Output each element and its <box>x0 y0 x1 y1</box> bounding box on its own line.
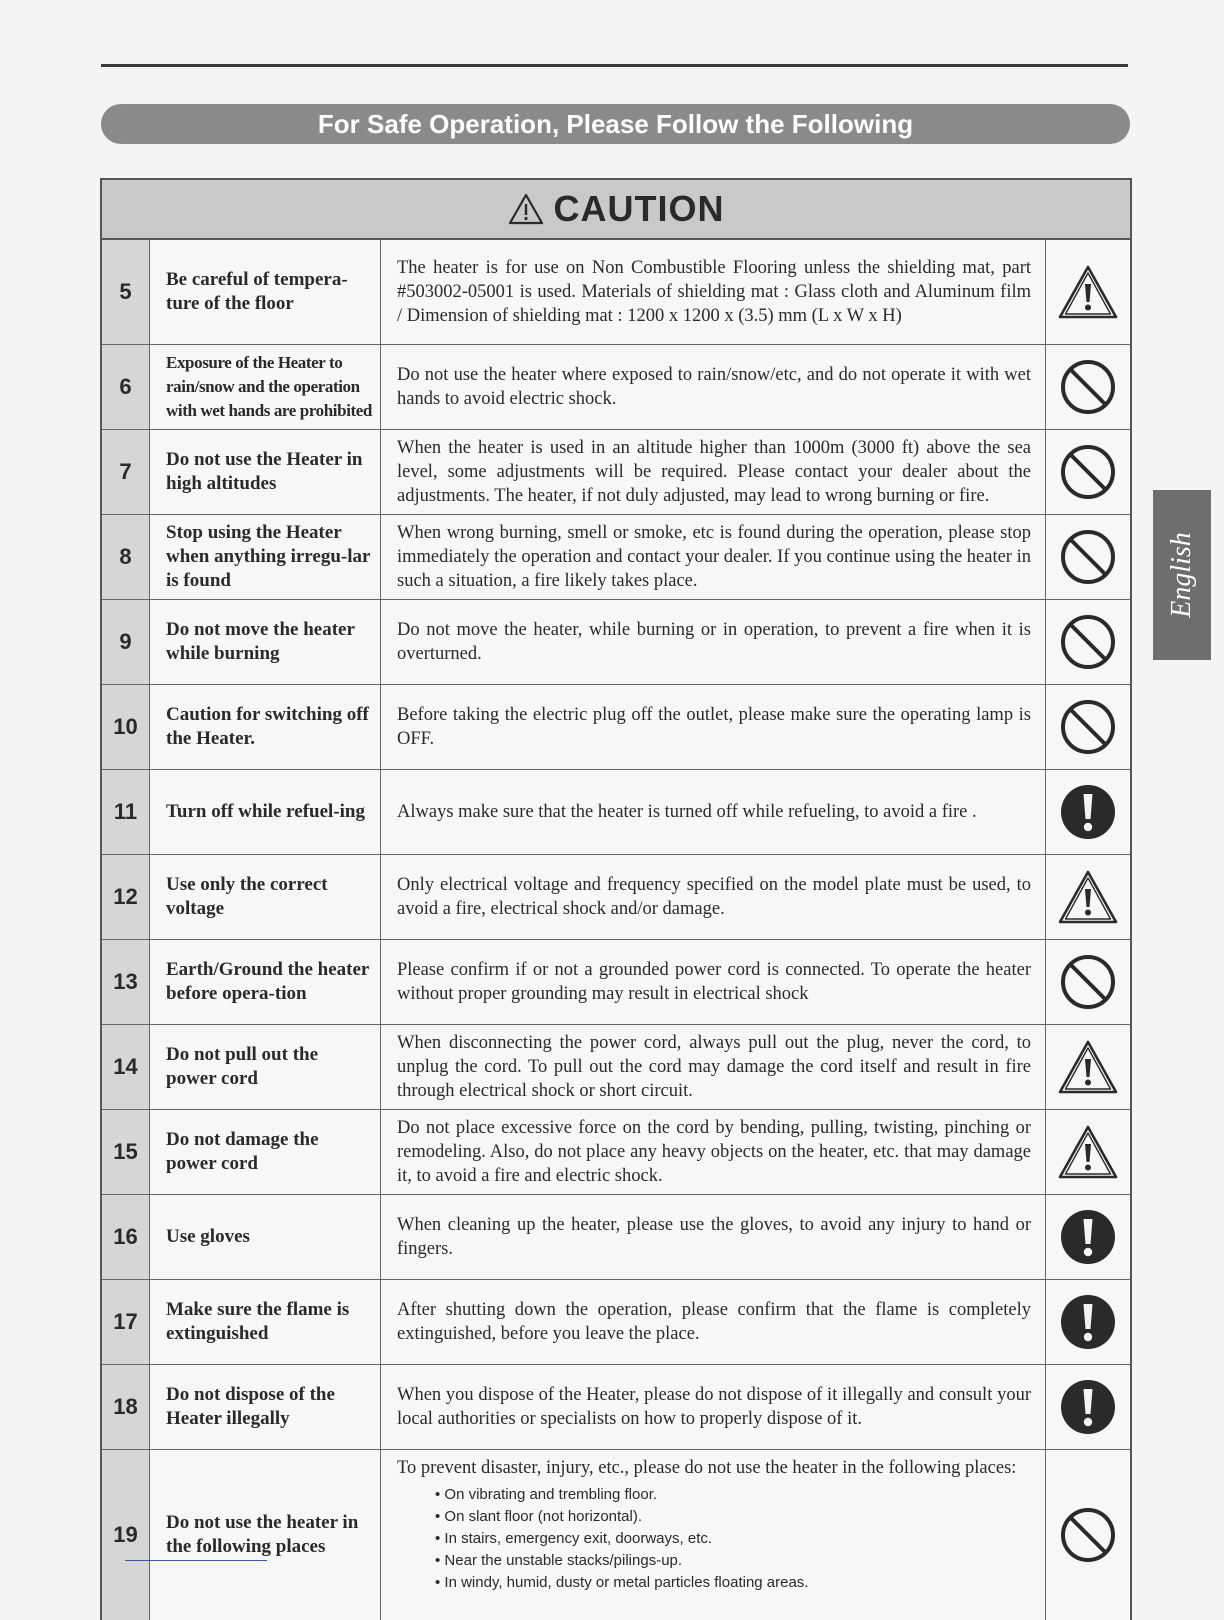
row-title: Make sure the flame is extinguished <box>150 1280 381 1364</box>
prohibited-icon <box>1046 345 1130 429</box>
caution-triangle-icon <box>508 193 544 225</box>
row-description-text: Do not move the heater, while burning or in operation, to prevent a fire when it is overturned. <box>397 620 1031 664</box>
warning-triangle-icon <box>1046 855 1130 939</box>
row-number: 11 <box>102 770 150 854</box>
row-title: Do not dispose of the Heater illegally <box>150 1365 381 1449</box>
caution-header <box>102 180 1130 240</box>
caution-row <box>102 855 1130 940</box>
caution-row <box>102 430 1130 515</box>
row-number: 5 <box>102 240 150 344</box>
mandatory-exclamation-icon <box>1046 1195 1130 1279</box>
row-description-text: Do not place excessive force on the cord by bending, pulling, twisting, pinching or remodeling. Also, do not place any heavy objects on the heater, etc. that may damage it, to avoid a fire and electric shock. <box>397 1118 1031 1186</box>
row-number: 14 <box>102 1025 150 1109</box>
prohibited-icon <box>1046 1450 1130 1620</box>
row-number: 16 <box>102 1195 150 1279</box>
row-description <box>381 940 1046 1024</box>
warning-triangle-icon <box>1046 1110 1130 1194</box>
row-number: 9 <box>102 600 150 684</box>
row-description-text: The heater is for use on Non Combustible Flooring unless the shielding mat, part #503002-05001 is used. Materials of shielding mat : Glass cloth and Aluminum film / Dimension of shielding mat : 1200 x 1200 x (3.5) mm (L x W x H) <box>397 258 1031 326</box>
row-title: Do not use the Heater in high altitudes <box>150 430 381 514</box>
row-title: Be careful of tempera-ture of the floor <box>150 240 381 344</box>
caution-row <box>102 1280 1130 1365</box>
row-title: Stop using the Heater when anything irregu-lar is found <box>150 515 381 599</box>
row-number: 10 <box>102 685 150 769</box>
row-title: Do not pull out the power cord <box>150 1025 381 1109</box>
row-description-text: When you dispose of the Heater, please do not dispose of it illegally and consult your local authorities or specialists on how to properly dispose of it. <box>397 1385 1031 1429</box>
row-description <box>381 1450 1046 1620</box>
row-description-text: When the heater is used in an altitude higher than 1000m (3000 ft) above the sea level, some adjustments will be required. Please contact your dealer about the adjustments. The heater, if not duly adjusted, may lead to wrong burning or fire. <box>397 438 1031 506</box>
row-title: Use only the correct voltage <box>150 855 381 939</box>
caution-row <box>102 940 1130 1025</box>
row-number: 18 <box>102 1365 150 1449</box>
caution-row <box>102 240 1130 345</box>
language-tab-label: English <box>1166 532 1197 618</box>
list-item: • Near the unstable stacks/pilings-up. <box>435 1550 1031 1572</box>
row-number: 13 <box>102 940 150 1024</box>
list-item: • On slant floor (not horizontal). <box>435 1506 1031 1528</box>
row-number: 6 <box>102 345 150 429</box>
row-description <box>381 1025 1046 1109</box>
row-title: Use gloves <box>150 1195 381 1279</box>
row-number: 7 <box>102 430 150 514</box>
prohibited-icon <box>1046 600 1130 684</box>
row-description-text: After shutting down the operation, please confirm that the flame is completely extinguished, before you leave the place. <box>397 1300 1031 1344</box>
language-tab <box>1153 490 1211 660</box>
top-rule <box>101 64 1128 67</box>
row-title: Earth/Ground the heater before opera-tion <box>150 940 381 1024</box>
list-item: • In stairs, emergency exit, doorways, etc. <box>435 1528 1031 1550</box>
row-description <box>381 515 1046 599</box>
row-description <box>381 1195 1046 1279</box>
caution-row <box>102 600 1130 685</box>
caution-row <box>102 1450 1130 1620</box>
row-number: 8 <box>102 515 150 599</box>
row-description <box>381 1280 1046 1364</box>
row-number: 15 <box>102 1110 150 1194</box>
row-description-text: Do not use the heater where exposed to rain/snow/etc, and do not operate it with wet hands to avoid electric shock. <box>397 365 1031 409</box>
row-description <box>381 345 1046 429</box>
mandatory-exclamation-icon <box>1046 1280 1130 1364</box>
row-title: Caution for switching off the Heater. <box>150 685 381 769</box>
warning-triangle-icon <box>1046 1025 1130 1109</box>
row-description-text: When wrong burning, smell or smoke, etc is found during the operation, please stop immediately the operation and contact your dealer. If you continue using the heater in such a situation, a fire likely takes place. <box>397 523 1031 591</box>
places-list <box>397 1484 1031 1594</box>
row-description <box>381 685 1046 769</box>
list-item: • In windy, humid, dusty or metal particles floating areas. <box>435 1572 1031 1594</box>
row-title: Do not use the heater in the following places <box>150 1450 381 1620</box>
caution-row <box>102 345 1130 430</box>
row-description <box>381 1110 1046 1194</box>
row-description <box>381 240 1046 344</box>
prohibited-icon <box>1046 515 1130 599</box>
mandatory-exclamation-icon <box>1046 1365 1130 1449</box>
caution-rows <box>102 240 1130 1620</box>
prohibited-icon <box>1046 685 1130 769</box>
row-description <box>381 1365 1046 1449</box>
list-item: • On vibrating and trembling floor. <box>435 1484 1031 1506</box>
caution-row <box>102 1110 1130 1195</box>
row-description-text: Only electrical voltage and frequency specified on the model plate must be used, to avoid a fire, electrical shock and/or damage. <box>397 875 1031 919</box>
caution-row <box>102 515 1130 600</box>
row-description-text: Before taking the electric plug off the outlet, please make sure the operating lamp is OFF. <box>397 705 1031 749</box>
row-number: 12 <box>102 855 150 939</box>
row-title: Turn off while refuel-ing <box>150 770 381 854</box>
caution-row <box>102 1365 1130 1450</box>
caution-row <box>102 685 1130 770</box>
prohibited-icon <box>1046 940 1130 1024</box>
mandatory-exclamation-icon <box>1046 770 1130 854</box>
prohibited-icon <box>1046 430 1130 514</box>
caution-row <box>102 1195 1130 1280</box>
warning-triangle-icon <box>1046 240 1130 344</box>
row-description-list <box>397 1456 1031 1594</box>
row-description <box>381 770 1046 854</box>
caution-row <box>102 1025 1130 1110</box>
row-description-text: Please confirm if or not a grounded power cord is connected. To operate the heater without proper grounding may result in electrical shock <box>397 960 1031 1004</box>
row-number: 19 <box>102 1450 150 1620</box>
row-description-text: Always make sure that the heater is turned off while refueling, to avoid a fire . <box>397 802 977 822</box>
row-description <box>381 855 1046 939</box>
row-title: Exposure of the Heater to rain/snow and the operation with wet hands are prohibited <box>150 345 381 429</box>
row-title: Do not move the heater while burning <box>150 600 381 684</box>
row-description-text: When disconnecting the power cord, always pull out the plug, never the cord, to unplug the cord. To pull out the cord may damage the cord itself and result in fire through electrical shock or short circuit. <box>397 1033 1031 1101</box>
places-intro: To prevent disaster, injury, etc., please do not use the heater in the following places: <box>397 1458 1017 1478</box>
caution-heading: CAUTION <box>553 188 725 229</box>
row-description <box>381 430 1046 514</box>
section-banner: For Safe Operation, Please Follow the Following <box>101 104 1130 144</box>
row-description <box>381 600 1046 684</box>
row-description-text: When cleaning up the heater, please use the gloves, to avoid any injury to hand or fingers. <box>397 1215 1031 1259</box>
caution-row <box>102 770 1130 855</box>
row-number: 17 <box>102 1280 150 1364</box>
bottom-link-underline <box>125 1560 267 1561</box>
row-title: Do not damage the power cord <box>150 1110 381 1194</box>
caution-table <box>100 178 1132 1620</box>
